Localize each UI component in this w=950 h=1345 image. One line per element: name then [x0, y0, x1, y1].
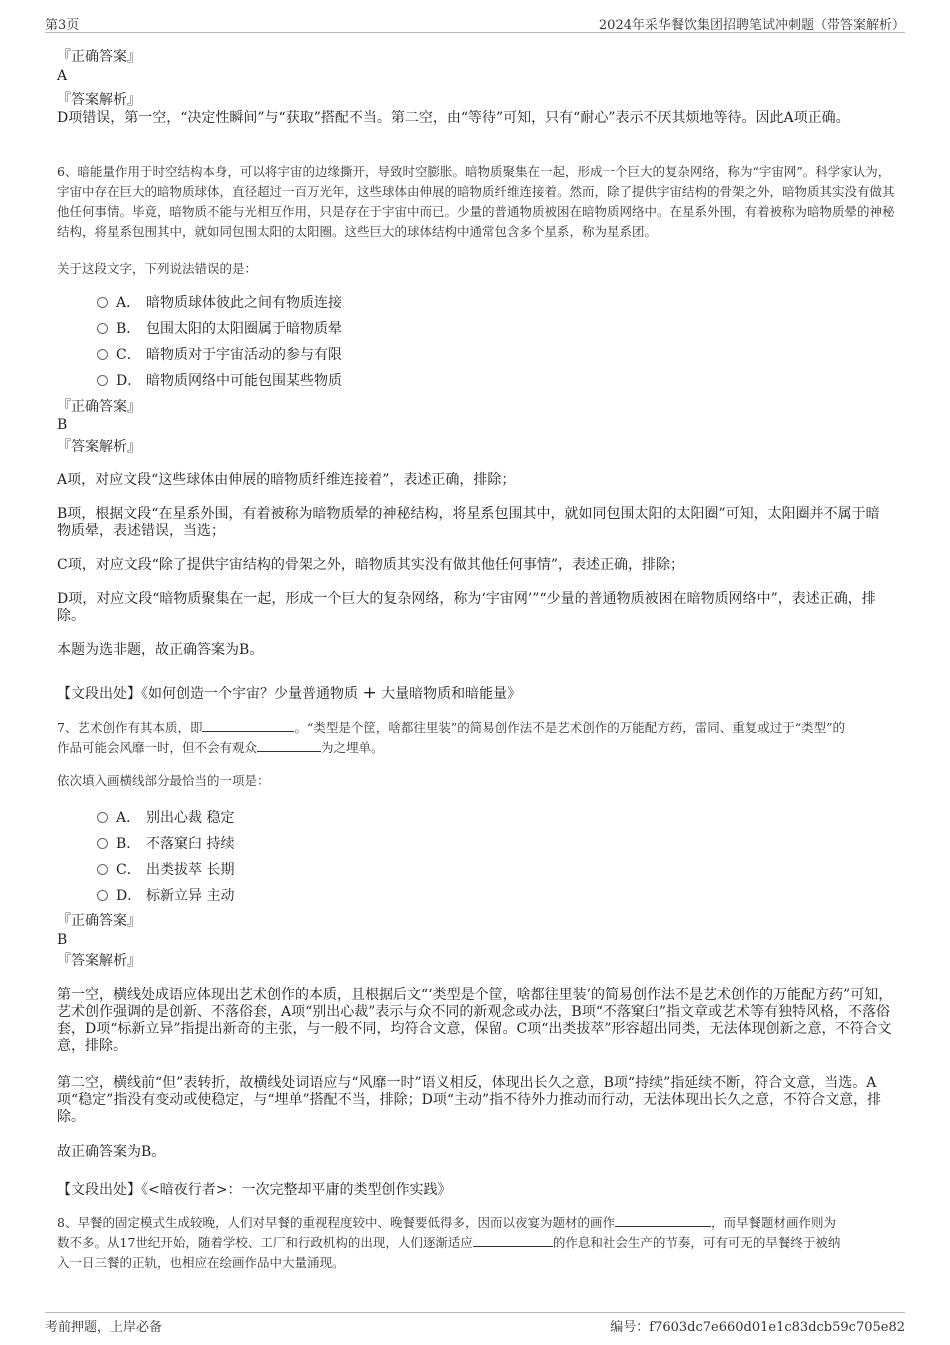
analysis-paragraph: C项，对应文段“除了提供宇宙结构的骨架之外，暗物质其实没有做其他任何事情”，表述正确，排除；	[57, 557, 685, 573]
question-stem: 7、艺术创作有其本质，即 。“类型是个筐，啥都往里装”的简易创作法不是艺术创作的万能配方药，雷同、重复或过于“类型”的 作品可能会风靡一时，但不会有观众 为之埋单。	[57, 720, 846, 755]
footer-code: 编号：f7603dc7e660d01e1c83dcb59c705e82	[610, 1320, 905, 1335]
answer-label: 『正确答案』	[57, 399, 141, 415]
analysis-paragraph: B项，根据文段“在星系外围，有着被称为暗物质晕的神秘结构，将星系包围其中，就如同包围太阳的太阳圈”可知，太阳圈并不属于暗物质晕，表述错误，当选；	[57, 506, 880, 539]
analysis-label: 『答案解析』	[57, 953, 141, 969]
question-stem: 8、早餐的固定模式生成较晚，人们对早餐的重视程度较中、晚餐要低得多，因而以夜宴为题材的画作 ，而早餐题材画作则为 数不多。从17世纪开始，随着学校、工厂和行政机构的出现，人们逐渐适应 的作息和社会生产的节奏，可有可无的早餐终于被纳 入一日三餐的正轨，也相应在绘画作品中大量涌现。	[57, 1215, 841, 1270]
analysis-text: D项错误，第一空，“决定性瞬间”与“获取”搭配不当。第二空，由“等待”可知，只有“耐心”表示不厌其烦地等待。因此A项正确。	[57, 110, 850, 126]
question-stem: 6、暗能量作用于时空结构本身，可以将宇宙的边缘撕开，导致时空膨胀。暗物质聚集在一起，形成一个巨大的复杂网络，称为“宇宙网”。科学家认为，宇宙中存在巨大的暗物质球体，直径超过一百万光年，这些球体由伸展的暗物质纤维连接着。然而，除了提供宇宙结构的骨架之外，暗物质其实没有做其他任何事情。毕竟，暗物质不能与光相互作用，只是存在于宇宙中而已。少量的普通物质被困在暗物质网络中。在星系外围，有着被称为暗物质晕的神秘结构，将星系包围其中，就如同包围太阳的太阳圈。这些巨大的球体结构中通常包含多个星系，称为星系团。	[57, 164, 895, 239]
blank-line	[202, 719, 294, 732]
radio-icon[interactable]	[97, 349, 108, 360]
analysis-label: 『答案解析』	[57, 439, 141, 455]
radio-icon[interactable]	[97, 375, 108, 386]
radio-icon[interactable]	[97, 890, 108, 901]
option-c[interactable]: C． 暗物质对于宇宙活动的参与有限	[97, 344, 342, 364]
page-header	[45, 10, 905, 33]
answer-value: A	[57, 68, 68, 84]
radio-icon[interactable]	[97, 323, 108, 334]
analysis-paragraph: A项，对应文段“这些球体由伸展的暗物质纤维连接着”，表述正确，排除；	[57, 472, 516, 488]
page-footer	[45, 1312, 905, 1335]
option-c[interactable]: C． 出类拔萃 长期	[97, 859, 234, 879]
radio-icon[interactable]	[97, 297, 108, 308]
document-title: 2024年采华餐饮集团招聘笔试冲刺题（带答案解析）	[598, 18, 905, 33]
option-b[interactable]: B． 不落窠臼 持续	[97, 833, 234, 853]
radio-icon[interactable]	[97, 812, 108, 823]
plus-sign: +	[362, 683, 377, 703]
analysis-paragraph: 本题为选非题，故正确答案为B。	[57, 642, 264, 658]
radio-icon[interactable]	[97, 864, 108, 875]
question-prompt: 依次填入画横线部分最恰当的一项是：	[57, 773, 270, 788]
answer-label: 『正确答案』	[57, 913, 141, 929]
analysis-label: 『答案解析』	[57, 92, 141, 108]
page-number: 第3页	[45, 18, 80, 33]
blank-line	[473, 1234, 553, 1247]
analysis-paragraph: D项，对应文段“暗物质聚集在一起，形成一个巨大的复杂网络，称为‘宇宙网’”“少量的普通物质被困在暗物质网络中”，表述正确，排除。	[57, 591, 876, 624]
blank-line	[615, 1214, 711, 1227]
answer-label: 『正确答案』	[57, 49, 141, 65]
question-prompt: 关于这段文字，下列说法错误的是：	[57, 261, 258, 276]
analysis-paragraph: 第一空，横线处成语应体现出艺术创作的本质，且根据后文“‘类型是个筐，啥都往里装’的简易创作法不是艺术创作的万能配方药”可知，艺术创作强调的是创新、不落俗套，A项“别出心裁”表示与众不同的新观念或办法，B项“不落窠臼”指文章或艺术等有独特风格，不落俗套，D项“标新立异”指提出新奇的主张，与一般不同，均符合文意，保留。C项“出类拔萃”形容超出同类，无法体现创新之意，不符合文意，排除。	[57, 987, 893, 1054]
blank-line	[257, 739, 321, 752]
option-d[interactable]: D． 暗物质网络中可能包围某些物质	[97, 370, 342, 390]
option-b[interactable]: B． 包围太阳的太阳圈属于暗物质晕	[97, 318, 342, 338]
radio-icon[interactable]	[97, 838, 108, 849]
analysis-paragraph: 故正确答案为B。	[57, 1144, 166, 1160]
analysis-paragraph: 第二空，横线前“但”表转折，故横线处词语应与“风靡一时”语义相反，体现出长久之意，B项“持续”指延续不断，符合文意，当选。A项“稳定”指没有变动或使稳定，与“埋单”搭配不当，排除；D项“主动”指不待外力推动而行动，无法体现出长久之意，不符合文意，排除。	[57, 1075, 882, 1125]
option-a[interactable]: A． 别出心裁 稳定	[97, 807, 234, 827]
answer-value: B	[57, 417, 68, 433]
source-citation: 【文段出处】《如何创造一个宇宙？少量普通物质 + 大量暗物质和暗能量》	[57, 683, 522, 703]
footer-slogan: 考前押题，上岸必备	[45, 1320, 163, 1335]
option-a[interactable]: A． 暗物质球体彼此之间有物质连接	[97, 292, 342, 312]
option-d[interactable]: D． 标新立异 主动	[97, 885, 234, 905]
answer-value: B	[57, 932, 68, 948]
source-citation: 【文段出处】《<暗夜行者>：一次完整却平庸的类型创作实践》	[57, 1182, 452, 1198]
